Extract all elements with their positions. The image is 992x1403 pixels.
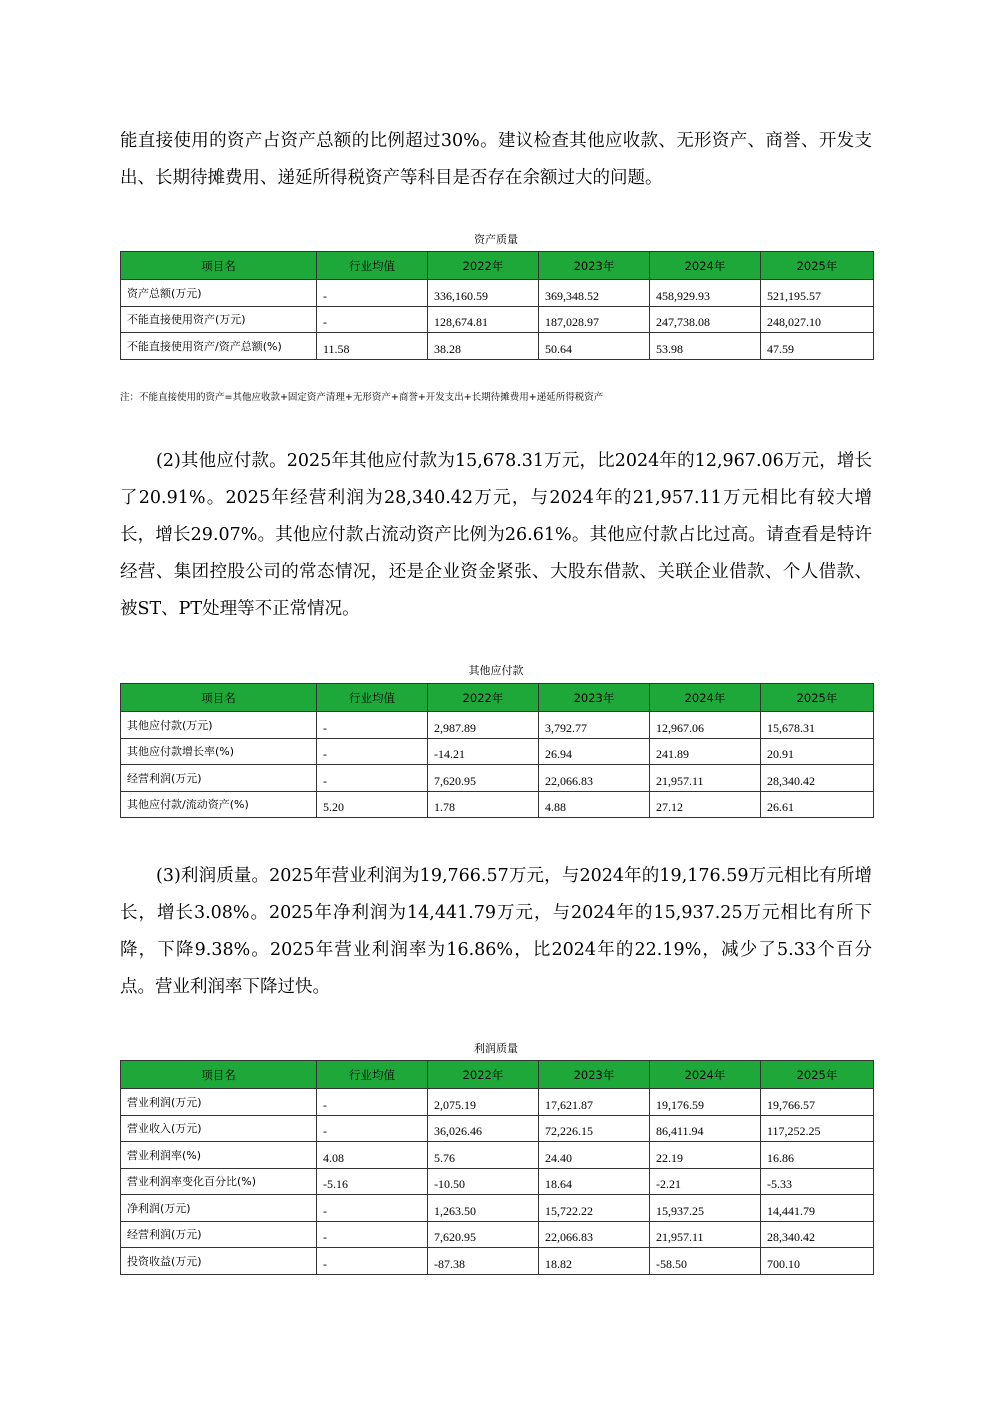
column-header: 2022年 (428, 1061, 539, 1089)
table-row (121, 765, 874, 792)
table-cell: 1,263.50 (428, 1195, 539, 1222)
table-row (121, 1142, 874, 1169)
row-label: 资产总额(万元) (121, 280, 317, 307)
table-cell: 3,792.77 (539, 712, 650, 739)
table-row (121, 333, 874, 360)
row-label: 其他应付款(万元) (121, 712, 317, 739)
column-header: 2022年 (428, 684, 539, 712)
table-cell: 53.98 (650, 333, 761, 360)
table-row (121, 1089, 874, 1116)
column-header: 2023年 (539, 252, 650, 280)
table-row (121, 1168, 874, 1195)
table-cell: 16.86 (761, 1142, 874, 1169)
table-cell: 2,987.89 (428, 712, 539, 739)
profit-quality-table (120, 1060, 874, 1275)
row-label: 其他应付款增长率(%) (121, 738, 317, 765)
table-cell: 21,957.11 (650, 765, 761, 792)
column-header: 2022年 (428, 252, 539, 280)
table-row (121, 1221, 874, 1248)
table-cell: 47.59 (761, 333, 874, 360)
row-label: 其他应付款/流动资产(%) (121, 791, 317, 818)
table-cell: - (317, 1221, 428, 1248)
table-caption-asset-quality: 资产质量 (474, 233, 518, 246)
table-cell: 1.78 (428, 791, 539, 818)
table-cell: 20.91 (761, 738, 874, 765)
table-cell: 50.64 (539, 333, 650, 360)
table-cell: - (317, 1248, 428, 1275)
table-cell: 4.88 (539, 791, 650, 818)
table-cell: 36,026.46 (428, 1115, 539, 1142)
column-header: 2023年 (539, 684, 650, 712)
column-header: 行业均值 (317, 684, 428, 712)
table-cell: 18.64 (539, 1168, 650, 1195)
table-cell: 14,441.79 (761, 1195, 874, 1222)
table-cell: 248,027.10 (761, 306, 874, 333)
table-cell: -5.33 (761, 1168, 874, 1195)
column-header: 2024年 (650, 684, 761, 712)
table-cell: 21,957.11 (650, 1221, 761, 1248)
table-cell: 128,674.81 (428, 306, 539, 333)
table-caption-other-payables: 其他应付款 (468, 664, 524, 677)
table-cell: -87.38 (428, 1248, 539, 1275)
column-header: 2023年 (539, 1061, 650, 1089)
table-row (121, 791, 874, 818)
table-cell: - (317, 712, 428, 739)
table-cell: 15,722.22 (539, 1195, 650, 1222)
table-cell: 12,967.06 (650, 712, 761, 739)
column-header: 行业均值 (317, 252, 428, 280)
table-cell: 117,252.25 (761, 1115, 874, 1142)
column-header: 2025年 (761, 1061, 874, 1089)
other-payables-table (120, 683, 874, 818)
table-cell: 4.08 (317, 1142, 428, 1169)
table-row (121, 1195, 874, 1222)
table-cell: 22,066.83 (539, 1221, 650, 1248)
row-label: 投资收益(万元) (121, 1248, 317, 1275)
table-cell: -14.21 (428, 738, 539, 765)
column-header: 行业均值 (317, 1061, 428, 1089)
table-cell: 28,340.42 (761, 1221, 874, 1248)
table-cell: 369,348.52 (539, 280, 650, 307)
table-caption-profit-quality: 利润质量 (474, 1042, 518, 1055)
table-cell: 26.61 (761, 791, 874, 818)
table-row (121, 1115, 874, 1142)
table-cell: 336,160.59 (428, 280, 539, 307)
table-cell: - (317, 1195, 428, 1222)
table-cell: 5.20 (317, 791, 428, 818)
row-label: 不能直接使用资产(万元) (121, 306, 317, 333)
table-cell: -5.16 (317, 1168, 428, 1195)
table-cell: 26.94 (539, 738, 650, 765)
row-label: 营业利润(万元) (121, 1089, 317, 1116)
table-cell: -58.50 (650, 1248, 761, 1275)
asset-quality-note: 注：不能直接使用的资产=其他应收款+固定资产清理+无形资产+商誉+开发支出+长期待摊费用+递延所得税资产 (120, 392, 604, 403)
table-cell: - (317, 280, 428, 307)
column-header: 2025年 (761, 252, 874, 280)
table-row (121, 738, 874, 765)
row-label: 营业利润率(%) (121, 1142, 317, 1169)
table-cell: 187,028.97 (539, 306, 650, 333)
table-cell: 458,929.93 (650, 280, 761, 307)
table-cell: 72,226.15 (539, 1115, 650, 1142)
table-cell: 5.76 (428, 1142, 539, 1169)
row-label: 营业利润率变化百分比(%) (121, 1168, 317, 1195)
table-cell: 17,621.87 (539, 1089, 650, 1116)
table-cell: - (317, 1115, 428, 1142)
column-header: 项目名 (121, 1061, 317, 1089)
paragraph-other-payables: (2)其他应付款。2025年其他应付款为15,678.31万元，比2024年的12,967.06万元，增长了20.91%。2025年经营利润为28,340.42万元，与2024年的21,957.11万元相比有较大增长，增长29.07%。其他应付款占流动资产比例为26.61%。其他应付款占比过高。请查看是特许经营、集团控股公司的常态情况，还是企业资金紧张、大股东借款、关联企业借款、个人借款、被ST、PT处理等不正常情况。 (120, 451, 872, 619)
table-cell: 19,176.59 (650, 1089, 761, 1116)
table-row (121, 1248, 874, 1275)
table-cell: 11.58 (317, 333, 428, 360)
table-cell: 521,195.57 (761, 280, 874, 307)
row-label: 经营利润(万元) (121, 1221, 317, 1248)
table-cell: - (317, 306, 428, 333)
paragraph-profit-quality: (3)利润质量。2025年营业利润为19,766.57万元，与2024年的19,176.59万元相比有所增长，增长3.08%。2025年净利润为14,441.79万元，与2024年的15,937.25万元相比有所下降，下降9.38%。2025年营业利润率为16.86%，比2024年的22.19%，减少了5.33个百分点。营业利润率下降过快。 (120, 866, 872, 997)
asset-quality-table (120, 251, 874, 360)
table-cell: 18.82 (539, 1248, 650, 1275)
table-cell: -10.50 (428, 1168, 539, 1195)
table-cell: 28,340.42 (761, 765, 874, 792)
table-cell: 38.28 (428, 333, 539, 360)
column-header: 2024年 (650, 1061, 761, 1089)
table-cell: 247,738.08 (650, 306, 761, 333)
column-header: 项目名 (121, 252, 317, 280)
table-cell: 2,075.19 (428, 1089, 539, 1116)
table-cell: -2.21 (650, 1168, 761, 1195)
table-cell: - (317, 738, 428, 765)
table-cell: 22,066.83 (539, 765, 650, 792)
row-label: 净利润(万元) (121, 1195, 317, 1222)
row-label: 经营利润(万元) (121, 765, 317, 792)
row-label: 不能直接使用资产/资产总额(%) (121, 333, 317, 360)
table-row (121, 712, 874, 739)
table-cell: 22.19 (650, 1142, 761, 1169)
table-cell: 19,766.57 (761, 1089, 874, 1116)
table-cell: 700.10 (761, 1248, 874, 1275)
column-header: 2024年 (650, 252, 761, 280)
table-cell: 15,678.31 (761, 712, 874, 739)
table-cell: - (317, 765, 428, 792)
table-row (121, 306, 874, 333)
paragraph-asset-quality-conclusion: 能直接使用的资产占资产总额的比例超过30%。建议检查其他应收款、无形资产、商誉、开发支出、长期待摊费用、递延所得税资产等科目是否存在余额过大的问题。 (120, 131, 872, 188)
table-cell: 7,620.95 (428, 1221, 539, 1248)
row-label: 营业收入(万元) (121, 1115, 317, 1142)
table-cell: 24.40 (539, 1142, 650, 1169)
table-cell: 27.12 (650, 791, 761, 818)
table-cell: 86,411.94 (650, 1115, 761, 1142)
table-cell: - (317, 1089, 428, 1116)
table-cell: 15,937.25 (650, 1195, 761, 1222)
table-cell: 241.89 (650, 738, 761, 765)
table-cell: 7,620.95 (428, 765, 539, 792)
table-row (121, 280, 874, 307)
column-header: 项目名 (121, 684, 317, 712)
column-header: 2025年 (761, 684, 874, 712)
